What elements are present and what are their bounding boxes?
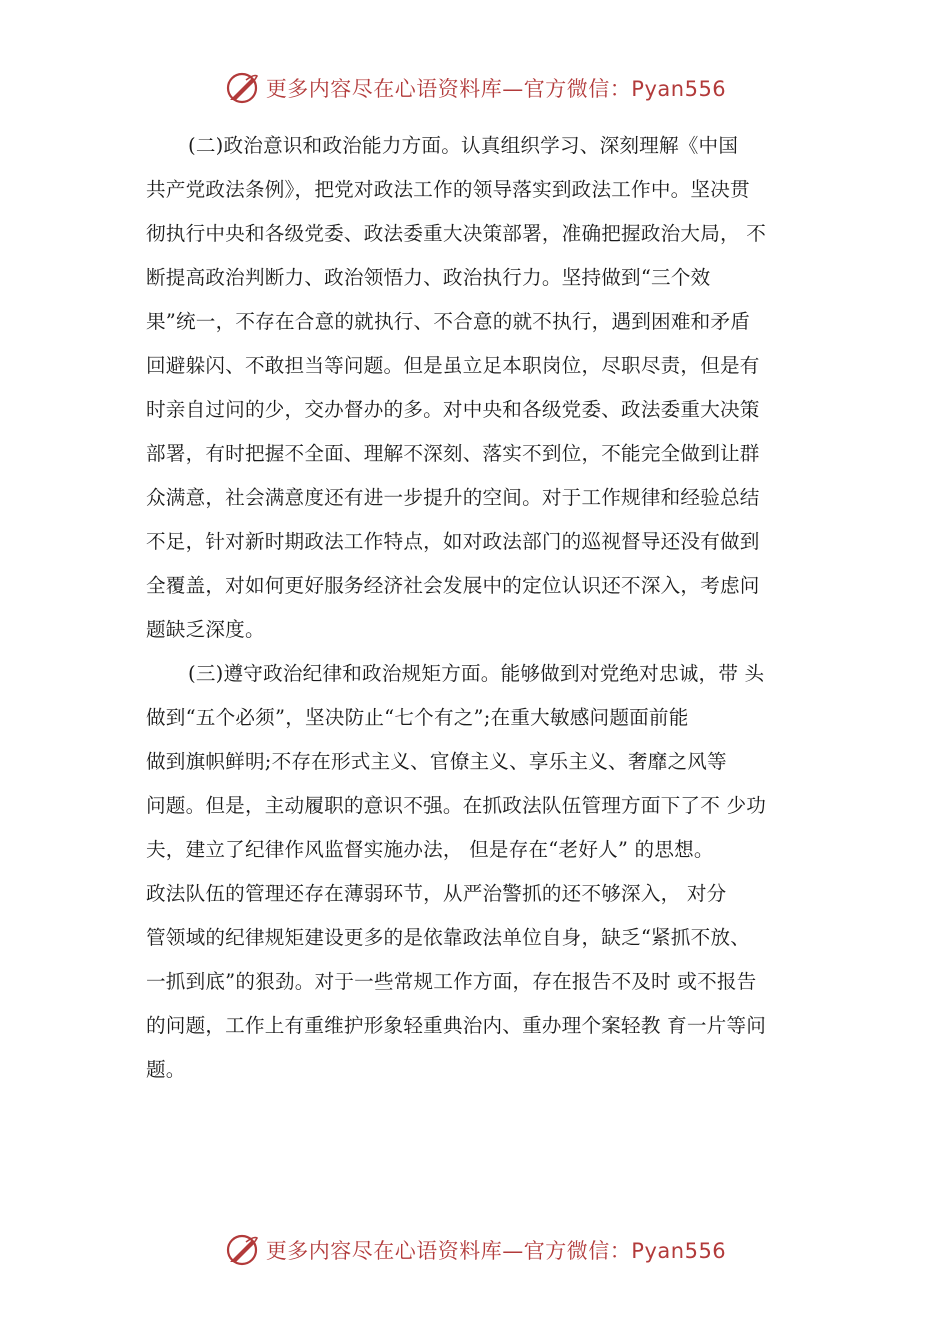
quill-logo-icon — [224, 1232, 260, 1268]
text-line: 部署，有时把握不全面、理解不深刻、落实不到位，不能完全做到让群 — [146, 442, 760, 465]
document-body — [146, 124, 816, 1092]
paragraph-political-awareness — [146, 124, 816, 652]
text-line: 问题。但是，主动履职的意识不强。在抓政法队伍管理方面下了不 少功 — [146, 794, 767, 817]
text-line: 众满意，社会满意度还有进一步提升的空间。对于工作规律和经验总结 — [146, 486, 760, 509]
paragraph-political-discipline — [146, 652, 816, 1092]
text-line: 不足，针对新时期政法工作特点，如对政法部门的巡视督导还没有做到 — [146, 530, 760, 553]
text-line: 夫，建立了纪律作风监督实施办法， 但是存在“老好人” 的思想。 — [146, 838, 714, 861]
text-line: (三)遵守政治纪律和政治规矩方面。能够做到对党绝对忠诚，带 头 — [188, 662, 765, 685]
text-line: 管领域的纪律规矩建设更多的是依靠政法单位自身，缺乏“紧抓不放、 — [146, 926, 751, 949]
text-line: 彻执行中央和各级党委、政法委重大决策部署，准确把握政治大局， 不 — [146, 222, 767, 245]
text-line: 回避躲闪、不敢担当等问题。但是虽立足本职岗位，尽职尽责，但是有 — [146, 354, 760, 377]
text-line: 断提高政治判断力、政治领悟力、政治执行力。坚持做到“三个效 — [146, 266, 711, 289]
header-banner-text: 更多内容尽在心语资料库—官方微信：Pyan556 — [265, 77, 727, 101]
text-line: 做到旗帜鲜明;不存在形式主义、官僚主义、享乐主义、奢靡之风等 — [146, 750, 727, 773]
text-line: 果”统一，不存在合意的就执行、不合意的就不执行，遇到困难和矛盾 — [146, 310, 751, 333]
quill-logo-icon — [224, 70, 260, 106]
footer-banner-text: 更多内容尽在心语资料库—官方微信：Pyan556 — [265, 1239, 727, 1263]
text-line: 题缺乏深度。 — [146, 618, 265, 641]
text-line: 政法队伍的管理还存在薄弱环节，从严治警抓的还不够深入， 对分 — [146, 882, 727, 905]
text-line: 全覆盖，对如何更好服务经济社会发展中的定位认识还不深入，考虑问 — [146, 574, 760, 597]
text-line: 做到“五个必须”，坚决防止“七个有之”;在重大敏感问题面前能 — [146, 706, 689, 729]
text-line: 时亲自过问的少，交办督办的多。对中央和各级党委、政法委重大决策 — [146, 398, 760, 421]
header-banner — [0, 70, 950, 106]
text-line: 题。 — [146, 1058, 186, 1081]
footer-banner — [0, 1232, 950, 1268]
text-line: 的问题，工作上有重维护形象轻重典治内、重办理个案轻教 育一片等问 — [146, 1014, 767, 1037]
text-line: (二)政治意识和政治能力方面。认真组织学习、深刻理解《中国 — [188, 134, 739, 157]
text-line: 共产党政法条例》，把党对政法工作的领导落实到政法工作中。坚决贯 — [146, 178, 750, 201]
text-line: 一抓到底”的狠劲。对于一些常规工作方面，存在报告不及时 或不报告 — [146, 970, 757, 993]
